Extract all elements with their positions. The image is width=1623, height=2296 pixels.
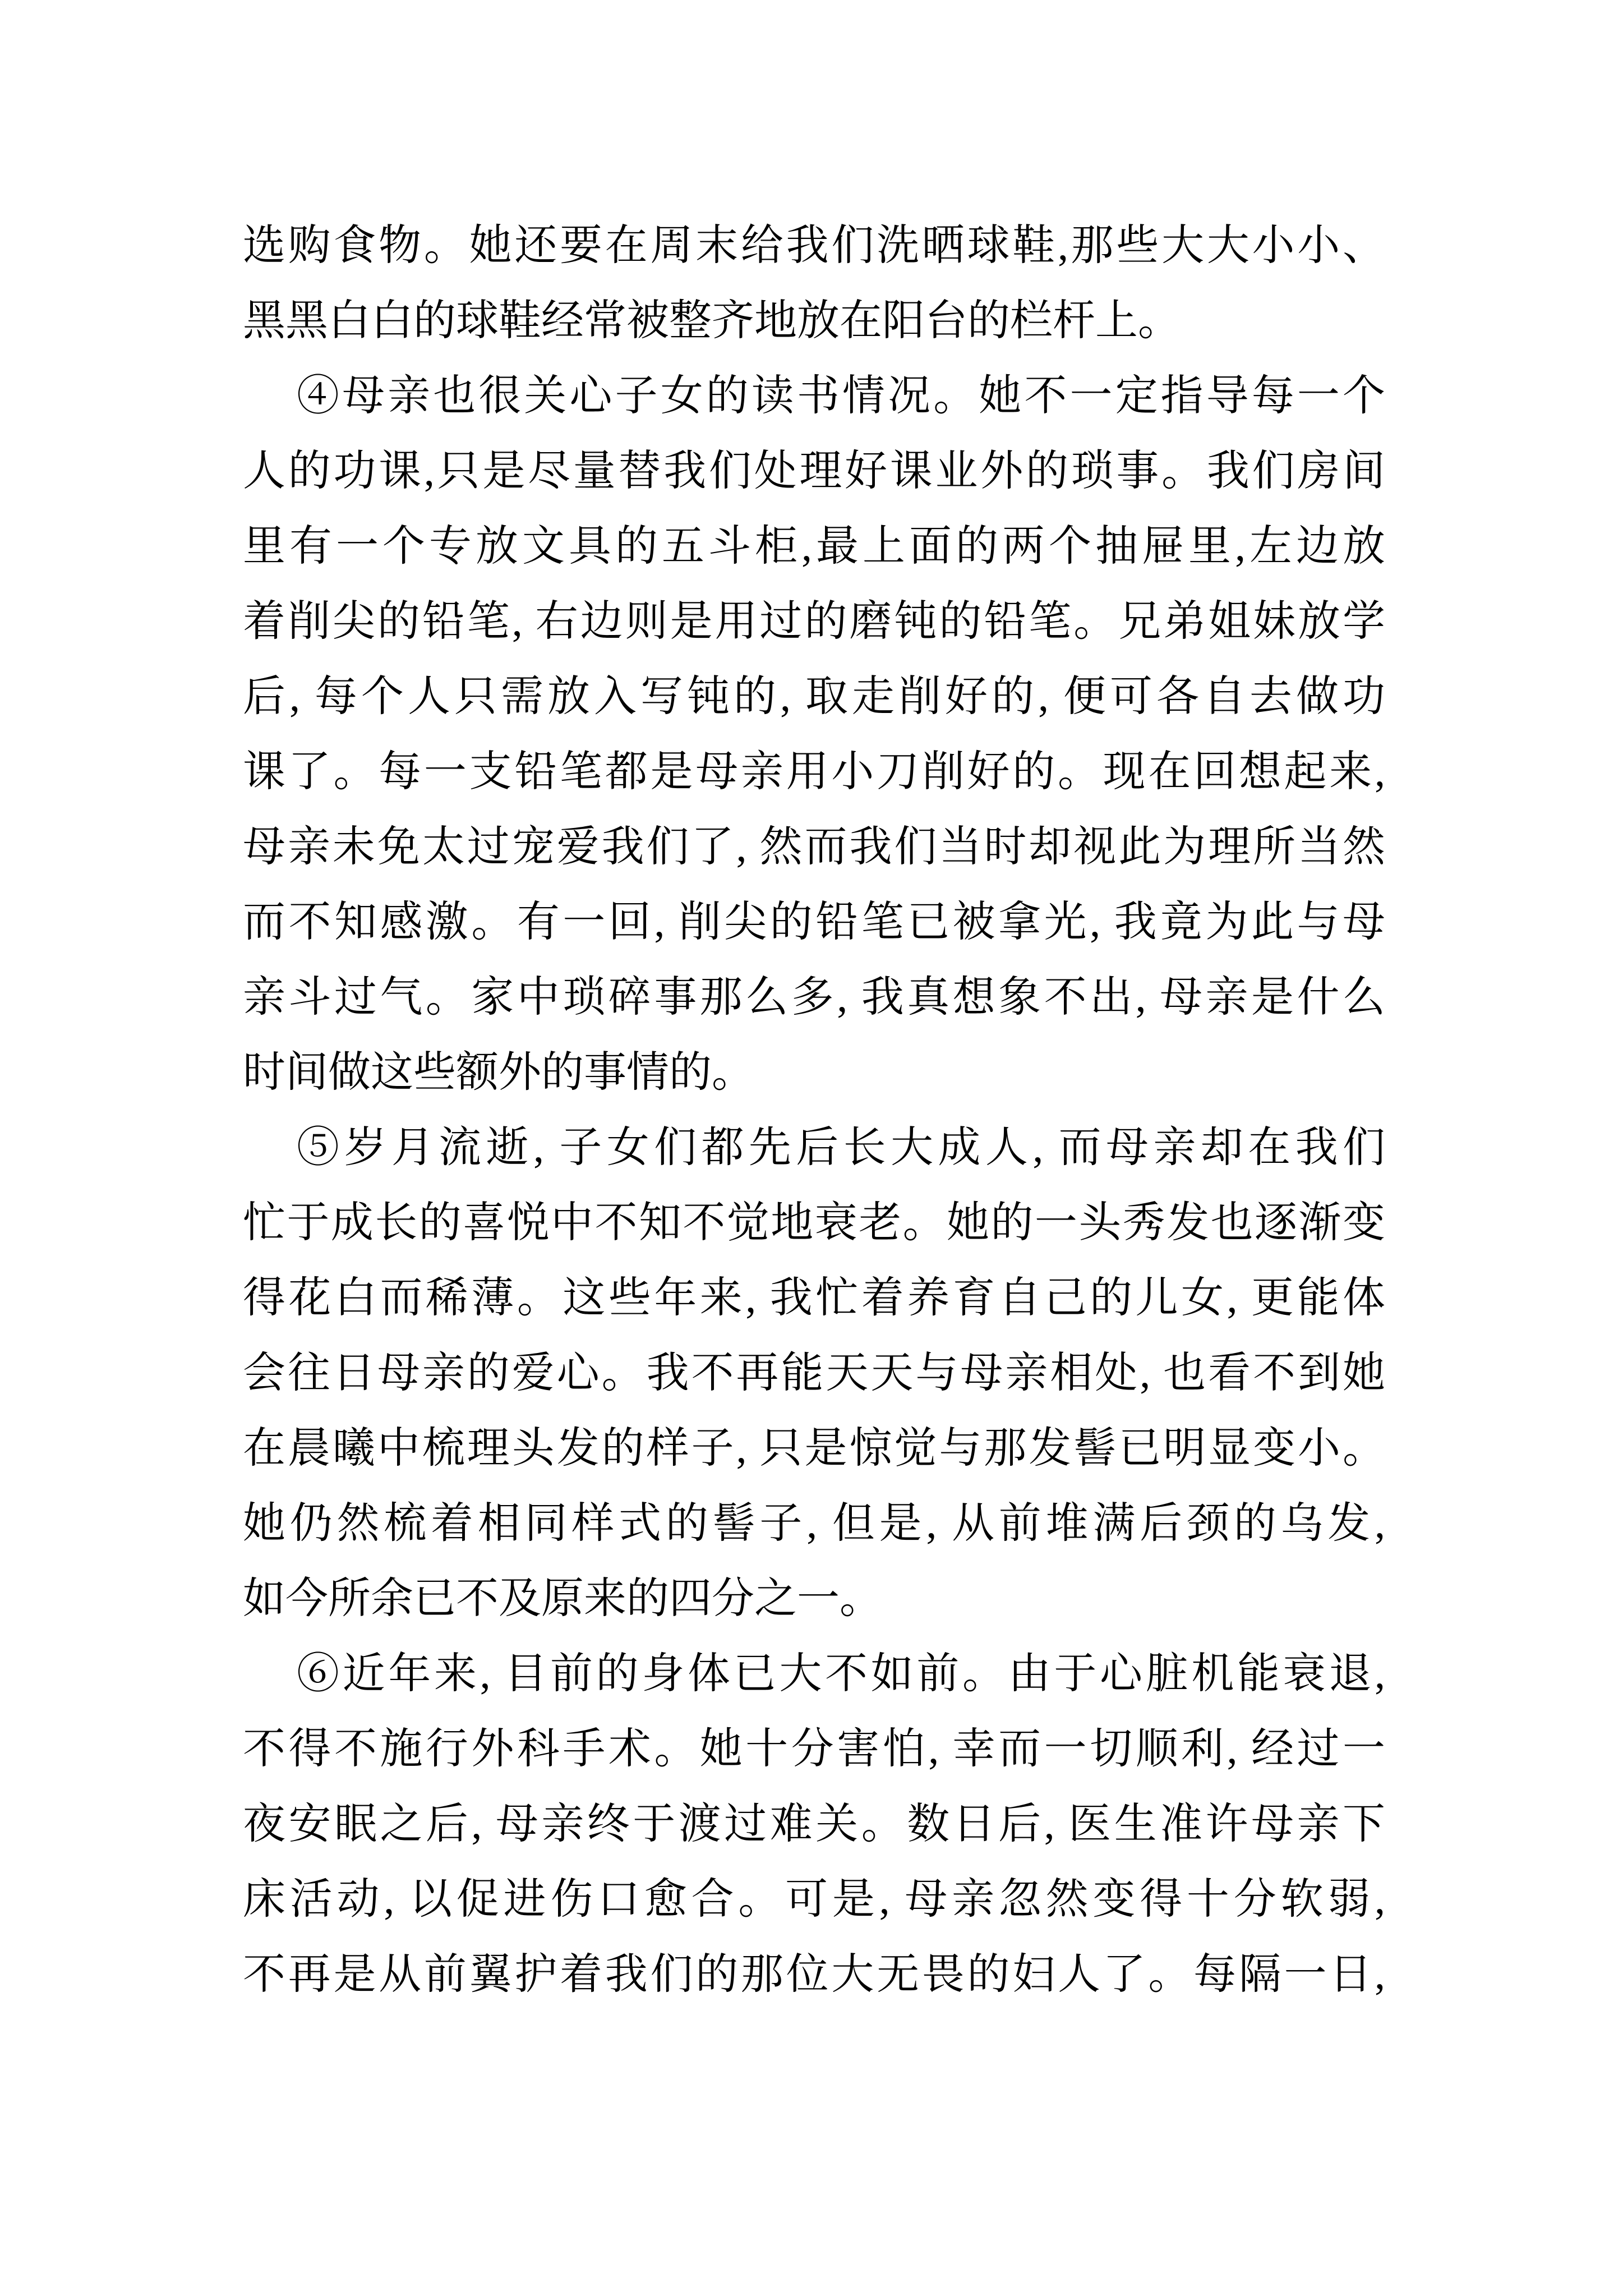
- text-line: 在晨曦中梳理头发的样子, 只是惊觉与那发髻已明显变小。: [243, 1425, 1385, 1472]
- text-line: 床活动, 以促进伤口愈合。可是, 母亲忽然变得十分软弱,: [243, 1876, 1385, 1923]
- text-line: 课了。每一支铅笔都是母亲用小刀削好的。现在回想起来,: [243, 748, 1385, 795]
- text-line: 母亲未免太过宠爱我们了, 然而我们当时却视此为理所当然: [243, 823, 1385, 871]
- text-line: 忙于成长的喜悦中不知不觉地衰老。她的一头秀发也逐渐变: [243, 1199, 1385, 1246]
- text-line: 里有一个专放文具的五斗柜,最上面的两个抽屉里,左边放: [243, 523, 1385, 570]
- text-line: 如今所余已不及原来的四分之一。: [243, 1575, 882, 1622]
- text-line: 不得不施行外科手术。她十分害怕, 幸而一切顺利, 经过一: [243, 1726, 1385, 1773]
- text-line-paragraph-5-start: ⑤岁月流逝, 子女们都先后长大成人, 而母亲却在我们: [297, 1124, 1385, 1171]
- text-block: [243, 208, 1385, 2012]
- text-line-paragraph-6-start: ⑥近年来, 目前的身体已大不如前。由于心脏机能衰退,: [297, 1650, 1385, 1697]
- text-line: 会往日母亲的爱心。我不再能天天与母亲相处, 也看不到她: [243, 1350, 1385, 1397]
- text-line: 夜安眠之后, 母亲终于渡过难关。数日后, 医生准许母亲下: [243, 1801, 1385, 1848]
- text-line: 人的功课,只是尽量替我们处理好课业外的琐事。我们房间: [243, 448, 1385, 495]
- text-line: 而不知感激。有一回, 削尖的铅笔已被拿光, 我竟为此与母: [243, 899, 1385, 946]
- text-line: 后, 每个人只需放入写钝的, 取走削好的, 便可各自去做功: [243, 673, 1385, 720]
- text-line: 不再是从前翼护着我们的那位大无畏的妇人了。每隔一日,: [243, 1951, 1385, 1998]
- text-line: 她仍然梳着相同样式的髻子, 但是, 从前堆满后颈的乌发,: [243, 1500, 1385, 1547]
- text-line-paragraph-4-start: ④母亲也很关心子女的读书情况。她不一定指导每一个: [297, 372, 1385, 420]
- text-line: 时间做这些额外的事情的。: [243, 1049, 754, 1096]
- text-line: 着削尖的铅笔, 右边则是用过的磨钝的铅笔。兄弟姐妹放学: [243, 598, 1385, 645]
- text-line: 选购食物。她还要在周末给我们洗晒球鞋,那些大大小小、: [243, 222, 1385, 269]
- text-line: 黑黑白白的球鞋经常被整齐地放在阳台的栏杆上。: [243, 297, 1181, 344]
- text-line: 亲斗过气。家中琐碎事那么多, 我真想象不出, 母亲是什么: [243, 974, 1385, 1021]
- text-line: 得花白而稀薄。这些年来, 我忙着养育自己的儿女, 更能体: [243, 1274, 1385, 1322]
